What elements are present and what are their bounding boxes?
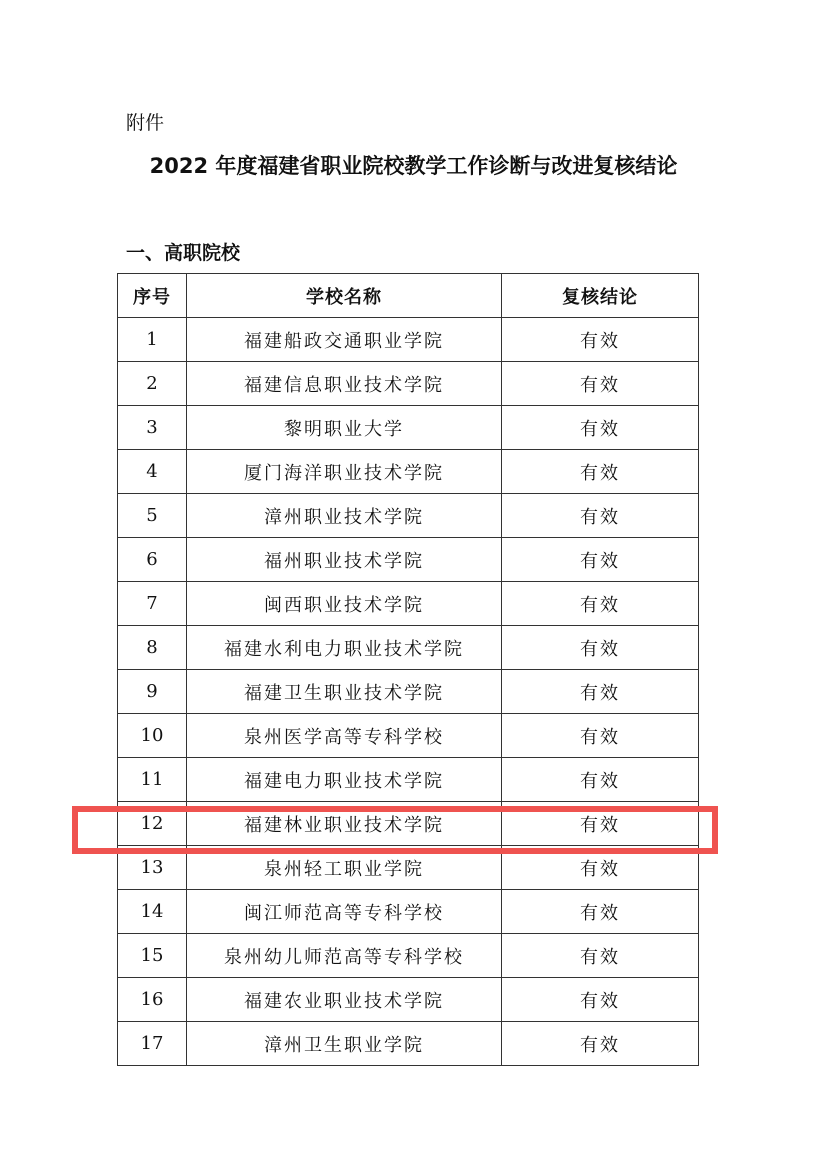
- section-heading: 一、高职院校: [126, 242, 241, 264]
- review-result: 有效: [502, 318, 699, 362]
- school-name: 福建农业职业技术学院: [187, 978, 502, 1022]
- review-result: 有效: [502, 890, 699, 934]
- document-title: [0, 152, 827, 180]
- school-name: 闽西职业技术学院: [187, 582, 502, 626]
- review-result: 有效: [502, 714, 699, 758]
- review-result: 有效: [502, 538, 699, 582]
- row-number: 11: [118, 758, 187, 802]
- table-row: [118, 1022, 699, 1066]
- column-header-result: 复核结论: [502, 274, 699, 318]
- column-header-number: 序号: [118, 274, 187, 318]
- table-row: [118, 890, 699, 934]
- row-number: 13: [118, 846, 187, 890]
- row-number: 16: [118, 978, 187, 1022]
- row-number: 4: [118, 450, 187, 494]
- document-title-text: 2022 年度福建省职业院校教学工作诊断与改进复核结论: [149, 154, 678, 178]
- review-result: 有效: [502, 626, 699, 670]
- review-result: 有效: [502, 934, 699, 978]
- school-name: 福州职业技术学院: [187, 538, 502, 582]
- table-row: [118, 362, 699, 406]
- table-row: [118, 978, 699, 1022]
- review-result: 有效: [502, 450, 699, 494]
- school-name: 福建电力职业技术学院: [187, 758, 502, 802]
- school-name: 黎明职业大学: [187, 406, 502, 450]
- row-number: 6: [118, 538, 187, 582]
- attachment-label: 附件: [126, 112, 165, 134]
- row-number: 3: [118, 406, 187, 450]
- row-number: 5: [118, 494, 187, 538]
- row-number: 7: [118, 582, 187, 626]
- row-number: 1: [118, 318, 187, 362]
- row-number: 2: [118, 362, 187, 406]
- school-name: 福建信息职业技术学院: [187, 362, 502, 406]
- school-name: 福建船政交通职业学院: [187, 318, 502, 362]
- school-name: 漳州卫生职业学院: [187, 1022, 502, 1066]
- table-row: [118, 318, 699, 362]
- table-row: [118, 450, 699, 494]
- review-result: 有效: [502, 494, 699, 538]
- row-number: 17: [118, 1022, 187, 1066]
- review-result: 有效: [502, 670, 699, 714]
- school-name: 漳州职业技术学院: [187, 494, 502, 538]
- table-row: [118, 406, 699, 450]
- table-row: [118, 846, 699, 890]
- school-name: 福建林业职业技术学院: [187, 802, 502, 846]
- row-number: 8: [118, 626, 187, 670]
- school-name: 闽江师范高等专科学校: [187, 890, 502, 934]
- row-number: 10: [118, 714, 187, 758]
- review-result: 有效: [502, 802, 699, 846]
- school-name: 福建卫生职业技术学院: [187, 670, 502, 714]
- school-name: 泉州轻工职业学院: [187, 846, 502, 890]
- table-row: [118, 714, 699, 758]
- row-number: 15: [118, 934, 187, 978]
- table-row: [118, 626, 699, 670]
- table-header-row: [118, 274, 699, 318]
- table-row: [118, 758, 699, 802]
- table-body: [118, 318, 699, 1066]
- review-result: 有效: [502, 846, 699, 890]
- column-header-school-name: 学校名称: [187, 274, 502, 318]
- review-result: 有效: [502, 362, 699, 406]
- school-name: 福建水利电力职业技术学院: [187, 626, 502, 670]
- school-name: 厦门海洋职业技术学院: [187, 450, 502, 494]
- school-name: 泉州幼儿师范高等专科学校: [187, 934, 502, 978]
- results-table: [117, 273, 699, 1066]
- review-result: 有效: [502, 582, 699, 626]
- row-number: 9: [118, 670, 187, 714]
- school-name: 泉州医学高等专科学校: [187, 714, 502, 758]
- table-row: [118, 494, 699, 538]
- table-row: [118, 802, 699, 846]
- review-result: 有效: [502, 758, 699, 802]
- table-row: [118, 670, 699, 714]
- table-row: [118, 538, 699, 582]
- review-result: 有效: [502, 1022, 699, 1066]
- review-result: 有效: [502, 406, 699, 450]
- table-row: [118, 934, 699, 978]
- row-number: 12: [118, 802, 187, 846]
- row-number: 14: [118, 890, 187, 934]
- review-result: 有效: [502, 978, 699, 1022]
- table-row: [118, 582, 699, 626]
